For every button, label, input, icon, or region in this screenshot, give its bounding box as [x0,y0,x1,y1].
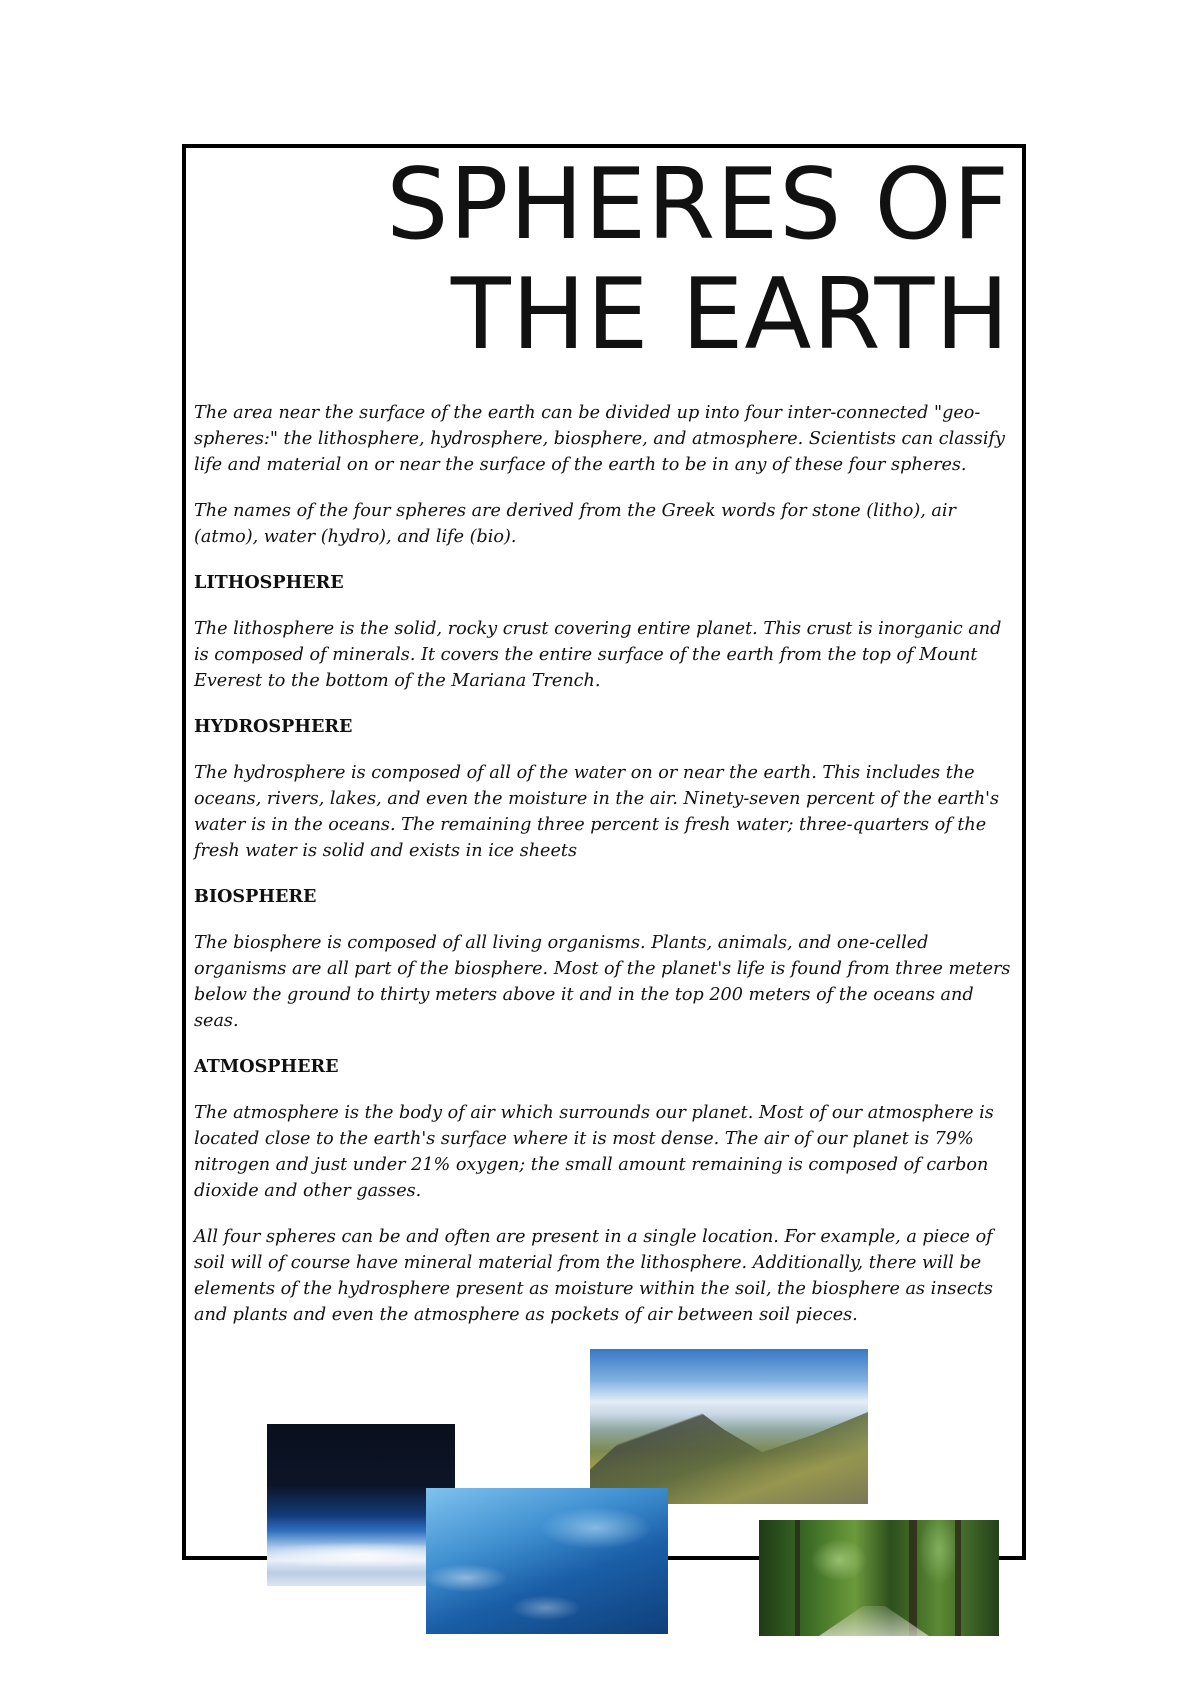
water-photo [426,1488,668,1634]
section-body-hydrosphere: The hydrosphere is composed of all of the water on or near the earth. This includes the oceans, rivers, lakes, and even the moisture in the air. Ninety-seven percent of the earth's water is in the oceans. The remaining three percent is fresh water; three-quarters of the fresh water is solid and exists in ice sheets [194,763,1000,861]
page-title [200,150,1010,370]
intro-paragraph-2: The names of the four spheres are derived from the Greek words for stone (litho), air (atmo), water (hydro), and life (bio). [194,501,956,547]
section-heading-hydrosphere: HYDROSPHERE [194,716,353,737]
closing-paragraph: All four spheres can be and often are present in a single location. For example, a piece of soil will of course have mineral material from the lithosphere. Additionally, there will be elements of the hydrosphere present as moisture within the soil, the biosphere as insects and plants and even the atmosphere as pockets of air between soil pieces. [194,1227,993,1325]
article-body [194,400,1014,1348]
tree-trunk [955,1520,961,1636]
tree-trunk [909,1520,917,1636]
section-heading-biosphere: BIOSPHERE [194,886,317,907]
section-body-atmosphere: The atmosphere is the body of air which surrounds our planet. Most of our atmosphere is located close to the earth's surface where it is most dense. The air of our planet is 79% nitrogen and just under 21% oxygen; the small amount remaining is composed of carbon dioxide and other gasses. [194,1103,994,1201]
mountain-photo [590,1349,868,1504]
section-heading-lithosphere: LITHOSPHERE [194,572,344,593]
forest-photo [759,1520,999,1636]
title-line-1: SPHERES OF [386,148,1010,262]
title-line-2: THE EARTH [450,258,1010,372]
section-body-biosphere: The biosphere is composed of all living organisms. Plants, animals, and one-celled organisms are all part of the biosphere. Most of the planet's life is found from three meters below the ground to thirty meters above it and in the top 200 meters of the oceans and seas. [194,933,1011,1031]
intro-paragraph-1: The area near the surface of the earth can be divided up into four inter-connected "geo-spheres:" the lithosphere, hydrosphere, biosphere, and atmosphere. Scientists can classify life and material on or near the surface of the earth to be in any of these four spheres. [194,403,1005,475]
section-body-lithosphere: The lithosphere is the solid, rocky crust covering entire planet. This crust is inorganic and is composed of minerals. It covers the entire surface of the earth from the top of Mount Everest to the bottom of the Mariana Trench. [194,619,1002,691]
section-heading-atmosphere: ATMOSPHERE [194,1056,339,1077]
tree-trunk [795,1520,800,1636]
mountain-ridge [590,1389,868,1504]
